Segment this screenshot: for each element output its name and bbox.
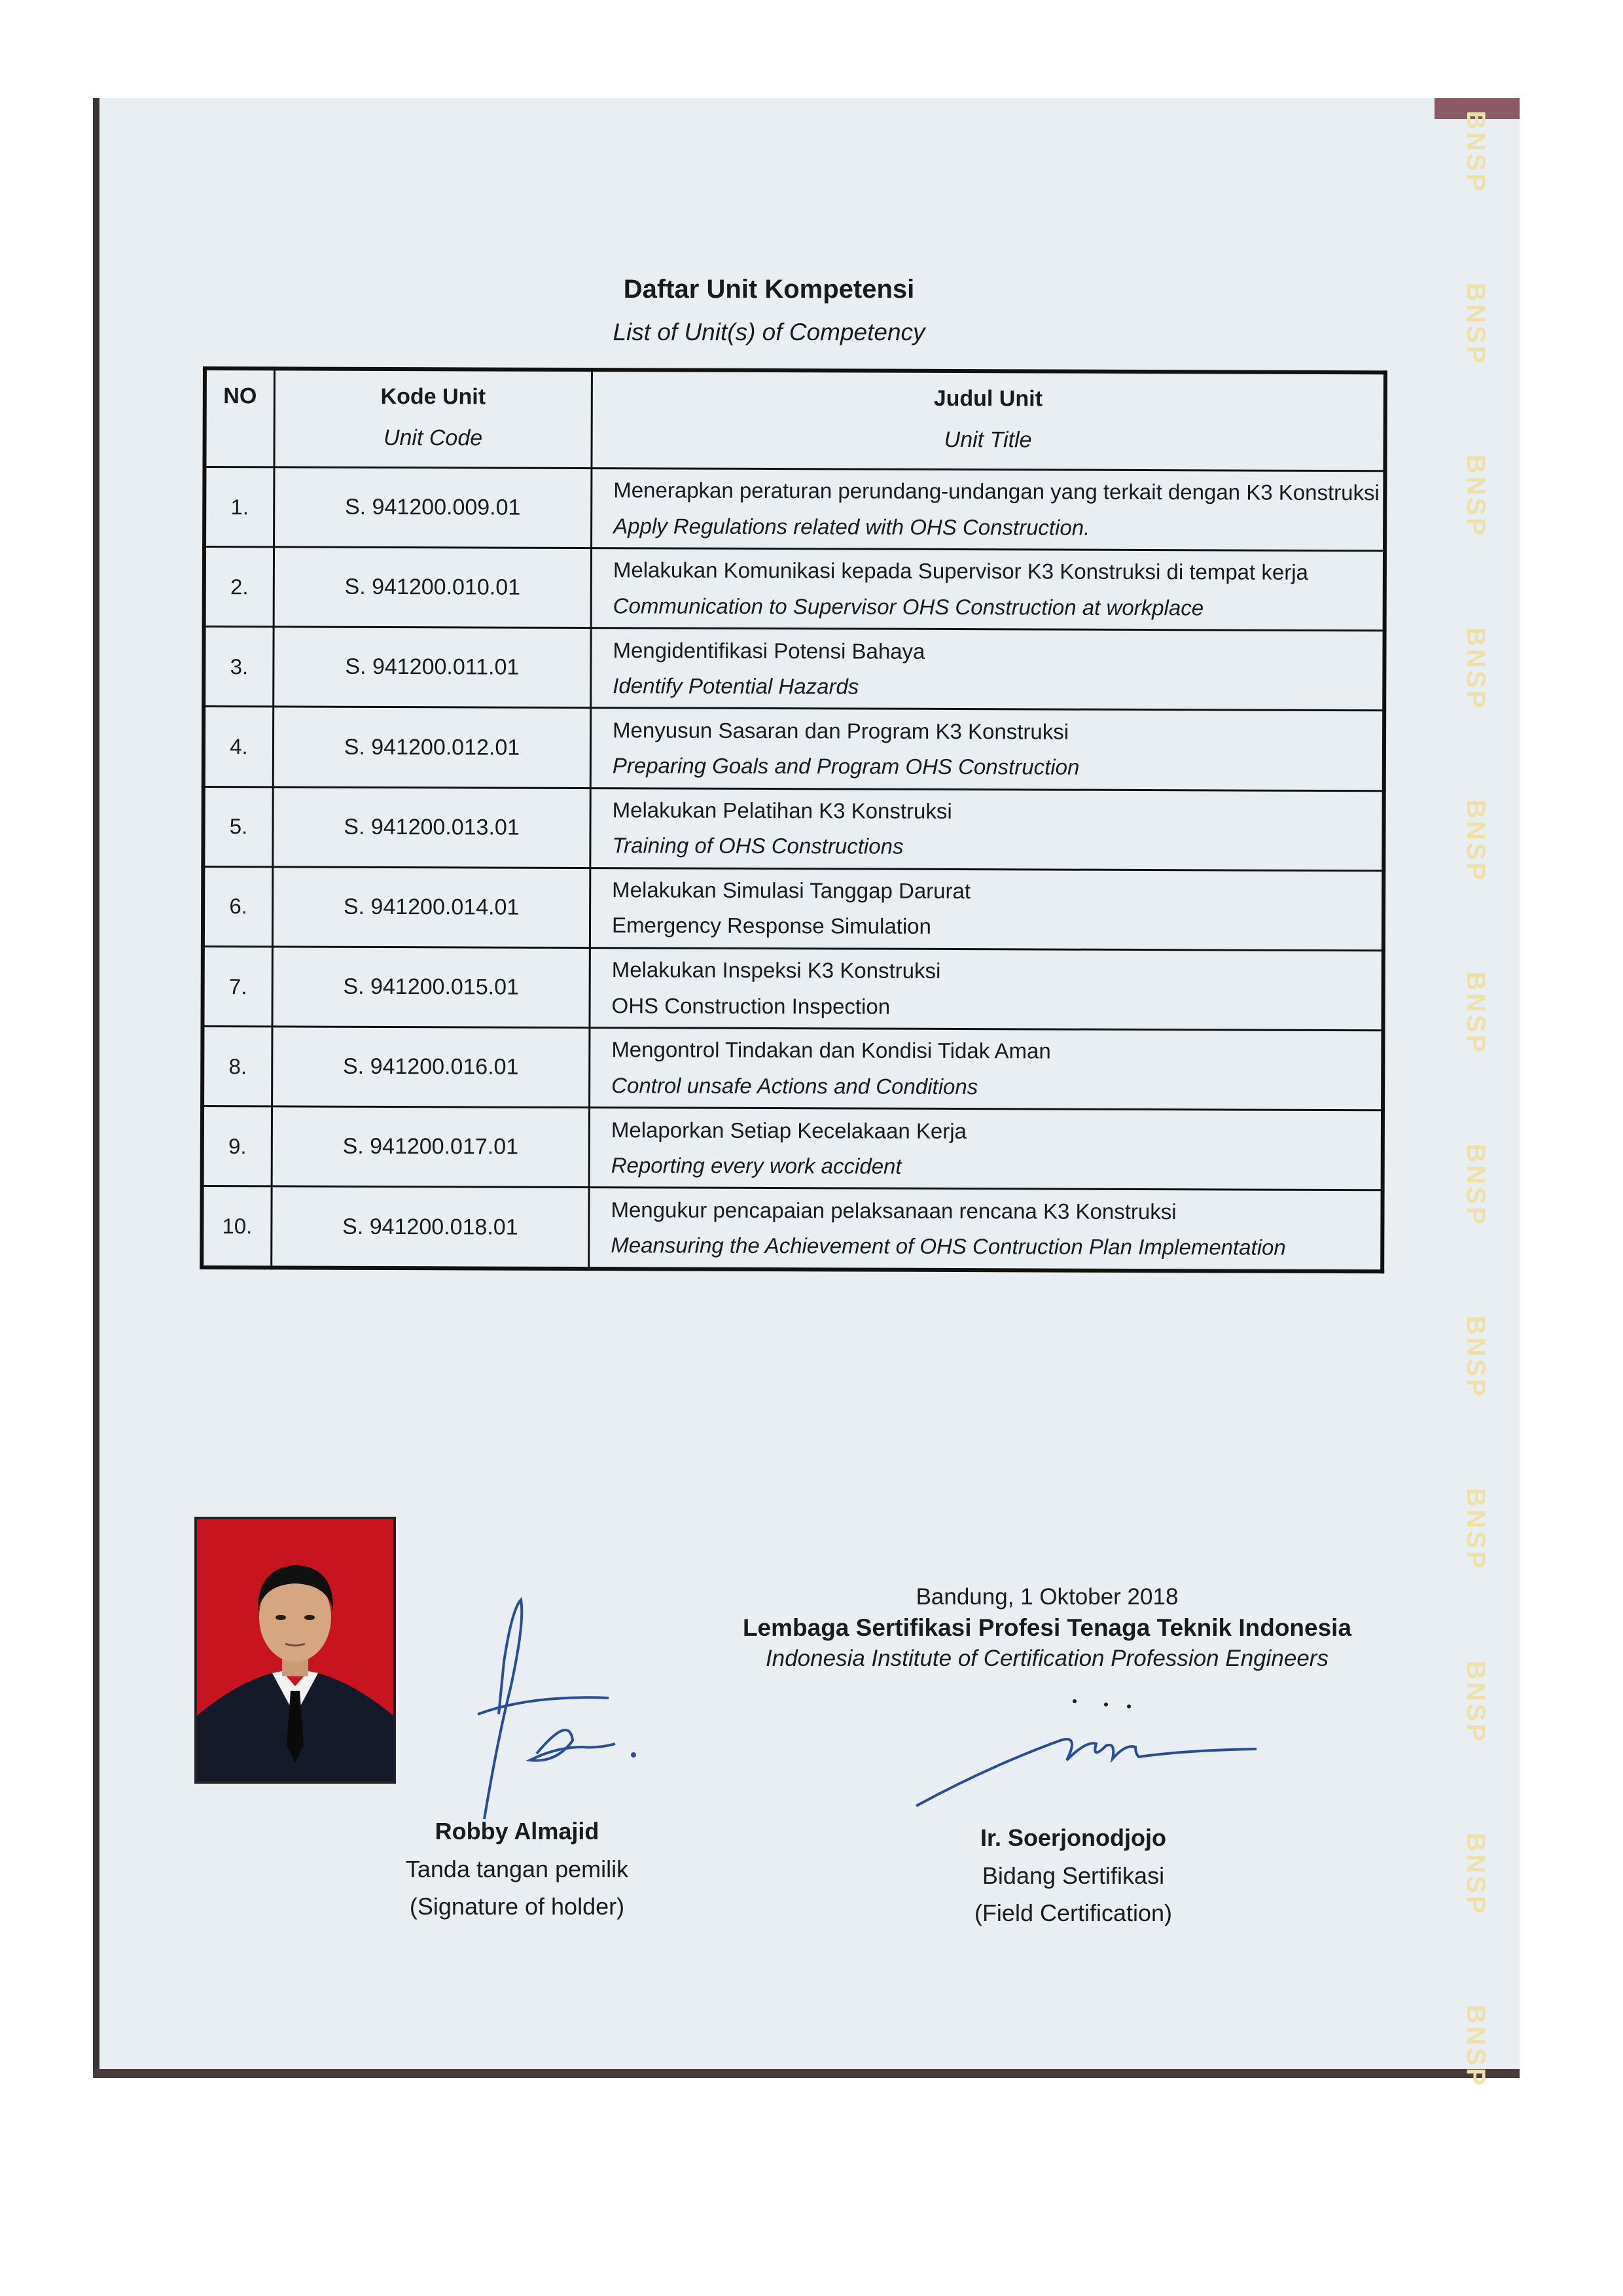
column-header-label-en: Unit Title [944,427,1032,453]
officer-role: Bidang Sertifikasi [982,1862,1165,1889]
column-header-label-en: Unit Code [383,425,483,451]
document-title: Daftar Unit Kompetensi [623,275,915,304]
column-header-unit-code [274,368,592,468]
unit-title: Melakukan Komunikasi kepada Supervisor K3 Konstruksi di tempat kerja [613,557,1309,585]
watermark-strip [1450,110,1502,2088]
issuer-organization-en: Indonesia Institute of Certification Profession Engineers [766,1645,1329,1671]
unit-title-cell [590,868,1383,950]
unit-code: S. 941200.014.01 [272,867,590,948]
unit-code: S. 941200.013.01 [273,787,590,868]
table-row [202,946,1383,1030]
unit-code: S. 941200.011.01 [274,627,591,708]
watermark-text: BNSP [1461,1660,1491,1744]
holder-signature-block [366,1812,668,1926]
unit-number: 5. [203,786,273,867]
table-header-row [204,368,1385,471]
unit-title: Mengontrol Tindakan dan Kondisi Tidak Aman [611,1037,1051,1063]
unit-title-cell [591,628,1385,711]
issuer-organization: Lembaga Sertifikasi Profesi Tenaga Teknik Indonesia [742,1614,1352,1641]
table-row [204,627,1384,711]
unit-title-en: Training of OHS Constructions [612,833,904,858]
unit-title: Melakukan Simulasi Tanggap Darurat [612,877,971,904]
unit-title: Menerapkan peraturan perundang-undangan yang terkait dengan K3 Konstruksi [613,478,1380,505]
table-row [203,866,1383,950]
unit-number: 9. [202,1106,272,1187]
unit-code: S. 941200.012.01 [273,707,590,788]
holder-signature [458,1583,668,1826]
unit-title-cell [591,548,1385,631]
table-row [202,1027,1383,1110]
unit-title-cell [589,1108,1383,1190]
unit-code: S. 941200.016.01 [272,1027,590,1108]
photo-edge [93,2069,1520,2078]
unit-number: 2. [204,547,274,627]
unit-title-en: Control unsafe Actions and Conditions [611,1072,978,1099]
officer-signature-block [903,1819,1243,1932]
watermark-text: BNSP [1461,455,1491,539]
column-header-label: Judul Unit [933,385,1043,412]
officer-name: Ir. Soerjonodjojo [980,1824,1166,1851]
document-subtitle: List of Unit(s) of Competency [613,319,925,345]
column-header-label: Kode Unit [380,383,486,410]
unit-title-cell [590,788,1384,870]
column-header-unit-title [592,370,1385,471]
unit-code: S. 941200.009.01 [274,467,592,548]
holder-photo [194,1517,396,1784]
watermark-text: BNSP [1461,799,1491,883]
watermark-text: BNSP [1461,627,1491,711]
unit-title-en: Emergency Response Simulation [611,913,932,939]
unit-title-cell [589,1188,1383,1271]
portrait-image [197,1519,393,1781]
column-header-label: NO [223,383,257,409]
unit-code: S. 941200.018.01 [272,1186,589,1269]
unit-number: 7. [202,946,272,1027]
unit-title-en: Identify Potential Hazards [613,673,859,699]
holder-name: Robby Almajid [435,1818,599,1845]
unit-number: 1. [204,467,274,548]
photo-edge [93,98,99,2074]
unit-title: Mengidentifikasi Potensi Bahaya [613,637,925,663]
unit-title-cell [590,948,1383,1031]
unit-title: Melakukan Pelatihan K3 Konstruksi [612,798,952,823]
table-row [204,547,1385,631]
unit-title: Menyusun Sasaran dan Program K3 Konstruksi [613,717,1069,744]
table-row [202,1106,1383,1190]
watermark-text: BNSP [1461,2004,1491,2088]
unit-title-cell [590,708,1384,790]
officer-role-en: (Field Certification) [974,1899,1173,1927]
watermark-text: BNSP [1461,971,1491,1055]
holder-role: Tanda tangan pemilik [405,1855,629,1882]
holder-role-en: (Signature of holder) [409,1893,625,1920]
table-row [204,707,1384,790]
unit-number: 3. [204,627,274,707]
unit-number: 6. [203,866,273,947]
unit-title-en: Communication to Supervisor OHS Construction at workplace [613,593,1204,620]
unit-code: S. 941200.015.01 [272,947,590,1028]
unit-title-en: Reporting every work accident [611,1153,902,1178]
unit-title-en: OHS Construction Inspection [611,993,891,1019]
column-header-no [204,368,274,467]
document-heading [537,275,1001,346]
unit-title-en: Preparing Goals and Program OHS Construction [612,753,1080,779]
place-date: Bandung, 1 Oktober 2018 [916,1584,1179,1610]
unit-number: 10. [202,1186,272,1267]
issuer-block [700,1582,1394,1673]
watermark-text: BNSP [1461,1488,1491,1572]
competency-units-table [200,366,1387,1273]
unit-number: 4. [204,707,274,787]
watermark-text: BNSP [1461,1316,1491,1400]
unit-title-en: Meansuring the Achievement of OHS Contruction Plan Implementation [611,1233,1286,1260]
table-row [203,786,1383,870]
unit-code: S. 941200.017.01 [272,1106,589,1188]
officer-signature [910,1688,1263,1832]
watermark-text: BNSP [1461,283,1491,366]
unit-title: Melakukan Inspeksi K3 Konstruksi [611,957,941,983]
unit-title-cell [592,468,1385,551]
watermark-text: BNSP [1461,110,1491,194]
watermark-text: BNSP [1461,1832,1491,1916]
unit-title-en: Apply Regulations related with OHS Construction. [613,513,1090,540]
unit-number: 8. [202,1027,272,1107]
unit-title-cell [590,1028,1383,1110]
unit-code: S. 941200.010.01 [274,547,591,628]
unit-title: Melaporkan Setiap Kecelakaan Kerja [611,1117,967,1143]
unit-title: Mengukur pencapaian pelaksanaan rencana K3 Konstruksi [611,1197,1177,1224]
table-row [204,467,1385,551]
table-row [202,1186,1382,1271]
watermark-text: BNSP [1461,1143,1491,1227]
